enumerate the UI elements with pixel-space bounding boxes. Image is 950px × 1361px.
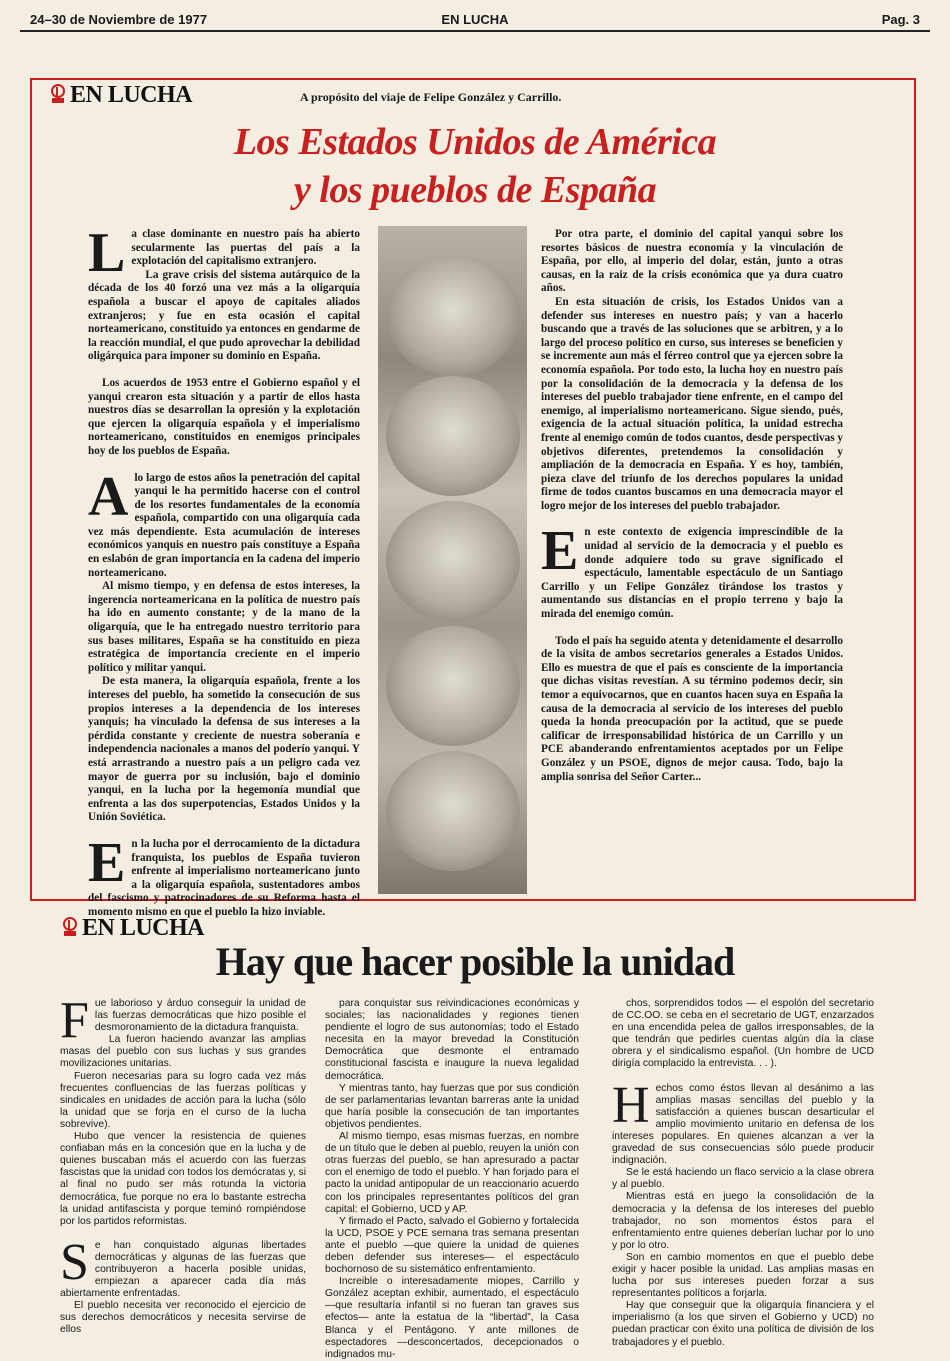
paragraph-text: De esta manera, la oligarquía española, frente a los intereses del pueblo, ha sometido la consecución de sus propios intereses a la dependencia de los intereses yanquis; ha vinculado la defensa de sus intereses a la pérdida constante y creciente de nuestra soberanía e independencia nacionales a manos del poderío yanqui. Y está arrastrando a nuestro país a un peligro cada vez mayor de guerra por su inclusión, bajo el dominio yanqui, en la lucha por la hegemonía mundial que enfrenta a las dos superpotencias, Estados Unidos y la Unión Soviética.: [88, 675, 360, 824]
face-photo: [386, 501, 520, 621]
paragraph-text: Y firmado el Pacto, salvado el Gobierno y fortalecida la UCD, PSOE y PCE semana tras semana presentan ante el pueblo —que quiere la unidad de quienes deben defender sus intereses— el espectáculo bochornoso de su sistemático enfrentamiento.: [325, 1215, 579, 1276]
paragraph-text: Hay que conseguir que la oligarquía financiera y el imperialismo (a los que sirven el Gobierno y UCD) no puedan practicar con éxito una política de división de los trabajadores y el pueblo.: [612, 1300, 874, 1348]
paragraph-text: lo largo de estos años la penetración del capital yanqui le ha permitido hacerse con el control de los resortes fundamentales de la economía española, compartido con una oligarquía cada vez más dependiente. Esta acumulación de intereses económicos yanquis en nuestro país constituye a España en eslabón de gran importancia en la cadena del imperio norteamericano.: [88, 471, 360, 579]
paragraph-text: ue laborioso y árduo conseguir la unidad de las fuerzas democráticas que hizo posible el desmoronamiento de la dictadura franquista.: [94, 998, 306, 1034]
article1-column-2: [541, 228, 843, 784]
hammer-sickle-orc-icon: [50, 84, 66, 104]
paragraph-text: Increible o interesadamente miopes, Carrillo y González aceptan exhibir, aumentado, el espectáculo —que resultaría infantil si no fueran tan graves sus efectos— ante la estatua de la “libertad”, la Casa Blanca y el Pentágono. Y ante millones de espectadores —desconcertados, decepcionados o indignados mu-: [325, 1276, 579, 1360]
paragraph: [325, 998, 579, 1083]
paragraph: [612, 1252, 874, 1300]
paragraph-text: Mientras está en juego la consolidación de la democracia y la defensa de los intereses del pueblo trabajador, no son momentos éstos para el enfrentamiento entre quienes deberían luchar por lo uno y por lo otro.: [612, 1191, 874, 1251]
paragraph: [88, 465, 360, 581]
drop-cap: L: [88, 222, 126, 284]
hammer-sickle-orc-icon: [62, 917, 78, 937]
face-photo: [386, 751, 520, 871]
paragraph-text: Hubo que vencer la resistencia de quienes confiaban más en la concesión que en la lucha y de quienes buscaban más el acuerdo con las fuerzas fascistas que la unidad con todos los demócratas y, si al final no pudo ser más rotunda la victoria democrática, fue porque no era lo bastante estrecha la unidad antifascista y porque teminó rompiéndose por los partidos reformistas.: [60, 1131, 306, 1227]
paragraph-text: Fueron necesarias para su logro cada vez más frecuentes confluencias de las fuerzas políticas y sindicales en unidades de acción para la lucha (sólo la unidad que se forja en el curso de la lucha sobrevive).: [60, 1070, 306, 1130]
drop-cap: H: [612, 1076, 650, 1134]
paragraph-text: En esta situación de crisis, los Estados Unidos van a defender sus intereses en nuestro país; y van a hacerlo buscando que a través de las soluciones que se arbitren, y a lo largo del proceso político en curso, sus intereses se beneficien y se incremente aun más el férreo control que ya ejercen sobre la economía española. Por todo esto, la lucha hoy en nuestro país por la consolidación de la democracia y la defensa de los intereses del pueblo trabajador tiene enfrente, en el campo del enemigo, al imperialismo norteamericano. Sigue siendo, pués, exigencia de la actual situación política, la unidad estrecha frente al enemigo común de todos cuantos, desde perspectivas y objetivos diferentes, pretendemos la consolidación y ampliación de la democracia en España. Y es hoy, también, pieza clave del triunfo de los derechos populares la unidad firme de todos cuantos buscamos en una democracia mayor el logro mejor de los intereses del pueblo trabajador.: [541, 295, 843, 512]
paragraph-text: Y mientras tanto, hay fuerzas que por sus condición de ser parlamentarias levantan barreras ante la unidad que haría posible la consecución de tan importantes objetivos pendientes.: [325, 1082, 579, 1130]
face-photo: [386, 256, 520, 376]
paper-name: EN LUCHA: [441, 12, 509, 27]
paragraph: [612, 1167, 874, 1191]
page-number: Pag. 3: [881, 12, 920, 27]
paragraph: [88, 269, 360, 364]
paragraph-text: Al mismo tiempo, esas mismas fuerzas, en nombre de un título que le deben al pueblo, reuyen la unión con otras fuerzas del pueblo, se han apresurado a pactar con el enemigo de todo el pueblo. Y han forjado para el pacto la unidad antipopular de un reaccionario acuerdo con los principales representantes políticos del gran capital: el Gobierno, UCD y AP.: [325, 1131, 579, 1215]
paragraph-text: Todo el país ha seguido atenta y detenidamente el desarrollo de la visita de ambos secretarios generales a Estados Unidos. Ello es muestra de que el país es consciente de la importancia que dichas visitas revestían. A su término podemos decir, sin temor a equivocarnos, que en cuantos hacen suya en España la causa de la democracia al servicio de los intereses del pueblo queda la honda preocupación por la actitud, que se puede calificar de irresponsabilidad histórica de un Carrillo y un PCE abanderando enfrentamientos aceptados por un Felipe González y un PSOE, dignos de mejor causa. Todo, bajo la amplia sonrisa del Señor Carter...: [541, 634, 843, 783]
paragraph: [88, 580, 360, 675]
paragraph: [325, 1083, 579, 1131]
face-photo: [386, 626, 520, 746]
paragraph: [88, 377, 360, 459]
article-headline: [0, 118, 950, 214]
paragraph: [325, 1131, 579, 1216]
paragraph: [88, 675, 360, 825]
issue-date: 24–30 de Noviembre de 1977: [30, 12, 208, 27]
paragraph: [60, 1300, 306, 1336]
drop-cap: A: [88, 465, 129, 528]
article1-column-1: [88, 222, 360, 920]
paragraph-text: n este contexto de exigencia imprescindible de la unidad al servicio de la democracia y el pueblo es donde adquiere todo su grave significado el espectáculo, lamentable espectáculo de un Santiago Carrillo y un Felipe González tirándose los trastos y aumentando sus distancias en el propio terreno y bajo la mirada del enemigo común.: [541, 526, 843, 621]
paragraph: [541, 635, 843, 785]
paragraph: [60, 1131, 306, 1228]
drop-cap: S: [60, 1233, 89, 1291]
paragraph-text: La grave crisis del sistema autárquico de la década de los 40 forzó una vez más a la oligarquía española a buscar el apoyo de capitales aliados extranjeros; y fue en esta ocasión el capital norteamericano, constituido ya entonces en gendarme de la reacción mundial, el que pudo aprovechar la debilidad oligárquica para imponer su dominio en España.: [88, 268, 360, 363]
logo-text: EN LUCHA: [70, 82, 193, 108]
article2-column-2: [325, 998, 579, 1361]
article-kicker: A propósito del viaje de Felipe González y Carrillo.: [300, 90, 562, 104]
paragraph-text: n la lucha por el derrocamiento de la dictadura franquista, los pueblos de España tuvieron enfrente al imperialismo norteamericano junto a la oligarquía española, sustentadores ambos del fascismo y patrocinadores de su Reforma hasta el momento mismo en que el pueblo la hizo inviable.: [88, 837, 360, 918]
paragraph-text: Son en cambio momentos en que el pueblo debe exigir y hacer posible la unidad. Las amplias masas en lucha por sus intereses pueden forzar a sus representantes políticos a forjarla.: [612, 1251, 874, 1300]
drop-cap: E: [541, 520, 579, 583]
paragraph: [612, 998, 874, 1071]
logo-text: EN LUCHA: [82, 915, 205, 941]
paragraph: [541, 520, 843, 621]
paragraph-text: e han conquistado algunas libertades democráticas y algunas de las fuerzas que contribuyeron a hacerla posible unidas, empiezan a aparecer cada día más abiertamente enfrentadas.: [60, 1239, 306, 1300]
drop-cap: E: [88, 831, 126, 894]
paragraph-text: Se le está haciendo un flaco servicio a la clase obrera y al pueblo.: [612, 1167, 874, 1191]
paragraph: [60, 992, 306, 1049]
en-lucha-logo-1: [50, 82, 192, 109]
drop-cap: F: [60, 992, 89, 1049]
photo-collage: [378, 226, 527, 894]
paragraph-text: La fueron haciendo avanzar las amplias masas del pueblo con sus luchas y sus grandes movilizaciones unitarias.: [60, 1034, 306, 1070]
article2-column-3: [612, 998, 874, 1349]
paragraph: [325, 1216, 579, 1276]
paragraph: [88, 831, 360, 920]
paragraph-text: Los acuerdos de 1953 entre el Gobierno español y el yanqui crearon esta situación y a partir de ellos hasta nuestros días se desarrollan la opresión y la explotación que ejercen la oligarquía española y el imperialismo norteamericano, constituidos en enemigos principales hoy de los pueblos de España.: [88, 376, 360, 457]
paragraph: [541, 228, 843, 296]
headline-line-2: y los pueblos de España: [293, 169, 657, 211]
paragraph: [325, 1276, 579, 1361]
paragraph-text: Por otra parte, el dominio del capital yanqui sobre los resortes básicos de nuestra economía y la vinculación de España, por ello, al imperio del dolar, están, junto a otras causas, en la raiz de la crisis económica que ya dura cuatro años.: [541, 228, 843, 295]
paragraph: [612, 1076, 874, 1168]
paragraph-text: Al mismo tiempo, y en defensa de estos intereses, la ingerencia norteamericana en la política de nuestro país ha ido en aumento constante; y de la mano de la oligarquía, que le ha entregado nuestro territorio para sus bases militares, España se ha constituido en pieza estratégica de importancia creciente en el imperio político y militar yanqui.: [88, 580, 360, 674]
paragraph-text: a clase dominante en nuestro país ha abierto secularmente las puertas del país a la explotación del capitalismo extranjero.: [131, 228, 360, 268]
paragraph-text: chos, sorprendidos todos — el espolón del secretario de CC.OO. se ceba en el secretario de UGT, enzarzados en una encendida pelea de gallos irresponsables, de la que tendrán que pedirles cuentas algún día la clase obrera y el sindicalismo español. (Un hombre de UCD dirigía complacido la entrevista. . . ).: [612, 998, 874, 1070]
paragraph: [612, 1191, 874, 1251]
paragraph: [60, 1233, 306, 1300]
paragraph-text: El pueblo necesita ver reconocido el ejercicio de sus derechos democráticos y necesita servirse de ellos: [60, 1300, 306, 1336]
paragraph-text: echos como éstos llevan al desánimo a las amplias masas sencillas del pueblo y la satisfacción a quienes buscan desarticular el amplio movimiento unitario en defensa de los intereses populares. En quienes alcanzan a ver la gravedad de sus consecuencias sólo puede producir indignación.: [612, 1082, 874, 1167]
page-header: [20, 6, 930, 32]
paragraph: [60, 1034, 306, 1070]
paragraph: [88, 222, 360, 284]
article2-headline: Hay que hacer posible la unidad: [215, 939, 735, 984]
paragraph-text: para conquistar sus reivindicaciones económicas y sociales; las nacionalidades y regiones tienen pendiente el logro de sus autonomías; todo el Estado necesita en la mayor brevedad la Constitución Democrática que desmonte el entramado constitucional fascista e inaugure la nueva legalidad democrática.: [325, 998, 579, 1082]
paragraph: [60, 1071, 306, 1131]
paragraph: [541, 296, 843, 514]
headline-line-1: Los Estados Unidos de América: [233, 121, 717, 163]
paragraph: [612, 1300, 874, 1348]
face-photo: [386, 376, 520, 496]
article2-column-1: [60, 992, 306, 1337]
